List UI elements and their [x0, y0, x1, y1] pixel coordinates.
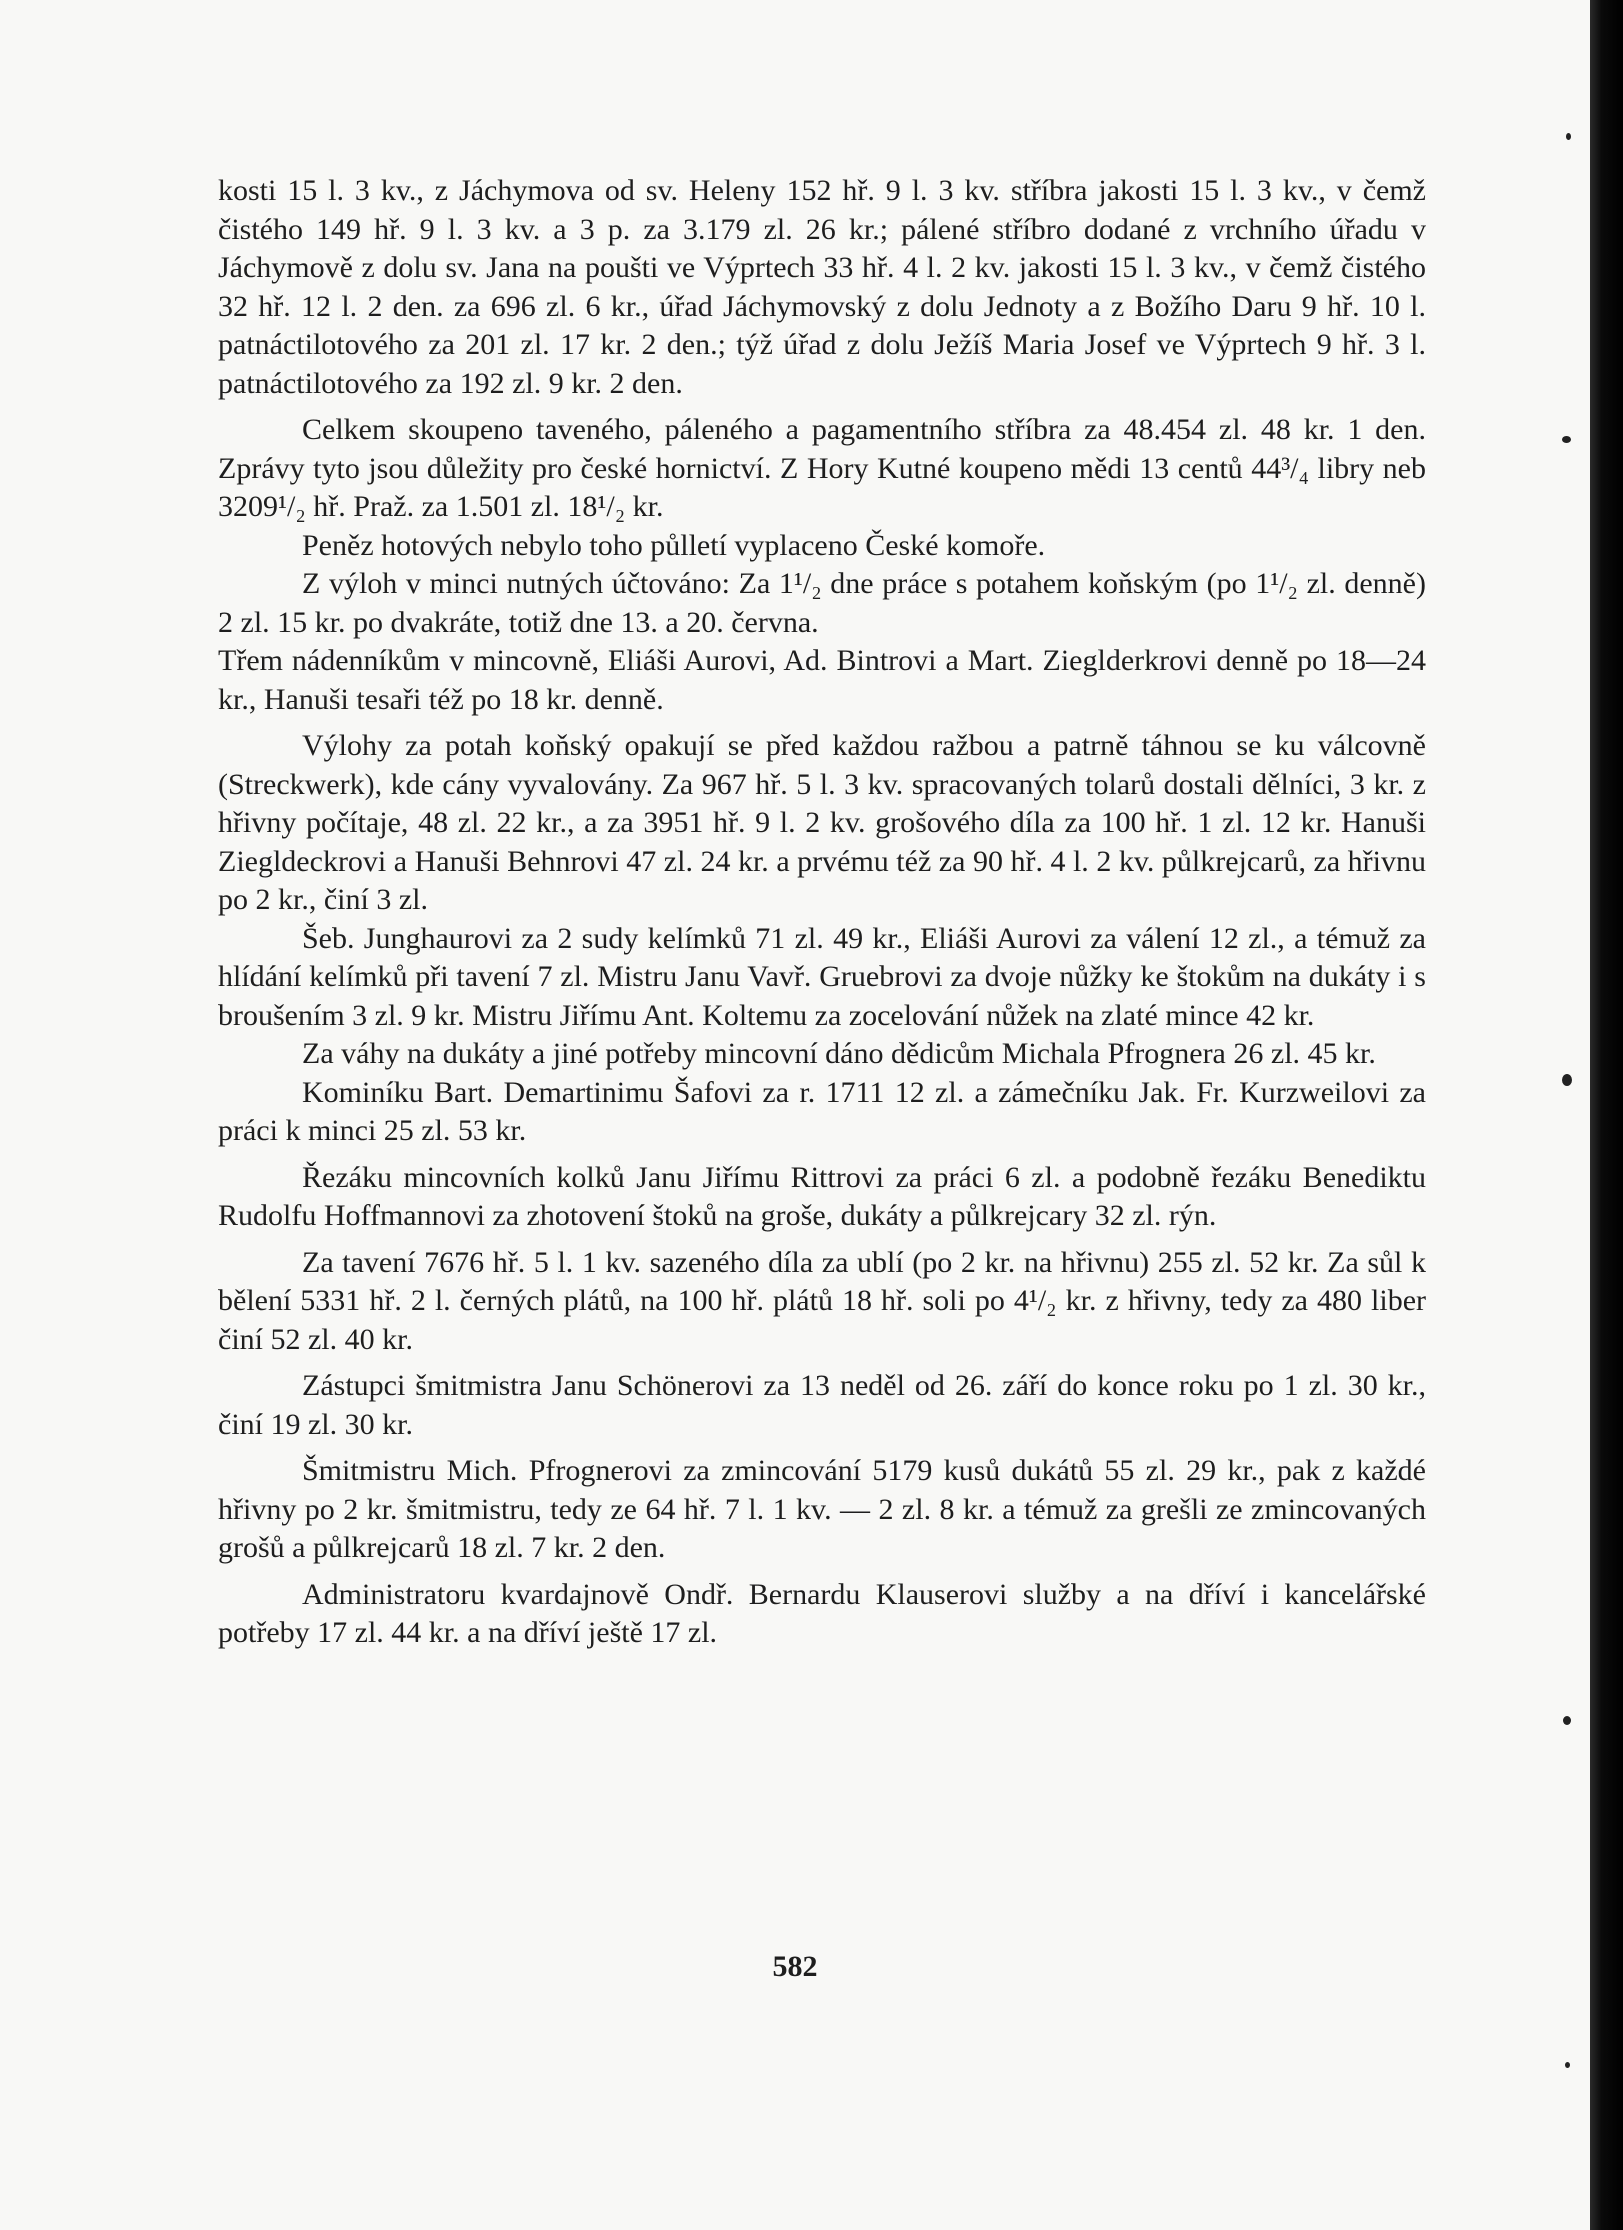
scan-border — [1590, 0, 1623, 2230]
scan-speck — [1565, 2062, 1570, 2068]
scan-speck — [1562, 436, 1571, 443]
scan-speck — [1566, 133, 1571, 140]
paragraph: Třem nádenníkům v mincovně, Eliáši Aurovi, Ad. Bintrovi a Mart. Zieglderkrovi denně po 18—24 kr., Hanuši tesaři též po 18 kr. denně. — [218, 644, 1426, 716]
paragraph: Řezáku mincovních kolků Janu Jiřímu Rittrovi za práci 6 zl. a podobně řezáku Benediktu Rudolfu Hoffmannovi za zhotovení štoků na groše, dukáty a půlkrejcary 32 zl. rýn. — [218, 1160, 1426, 1232]
paragraph: Celkem skoupeno taveného, páleného a pagamentního stříbra za 48.454 zl. 48 kr. 1 den. Zprávy tyto jsou důležity pro české hornictví. Z Hory Kutné koupeno mědi 13 centů 44³/₄ libry neb 3209¹/₂ hř. Praž. za 1.501 zl. 18¹/₂ kr. — [218, 413, 1426, 523]
paragraph: Šmitmistru Mich. Pfrognerovi za zmincování 5179 kusů dukátů 55 zl. 29 kr., pak z každé hřivny po 2 kr. šmitmistru, tedy ze 64 hř. 7 l. 1 kv. — 2 zl. 8 kr. a témuž za grešli ze zmincovaných grošů a půlkrejcarů 18 zl. 7 kr. 2 den. — [218, 1454, 1426, 1564]
paragraph: Za váhy na dukáty a jiné potřeby mincovní dáno dědicům Michala Pfrognera 26 zl. 45 kr. — [302, 1037, 1376, 1070]
paragraph: Z výloh v minci nutných účtováno: Za 1¹/₂ dne práce s potahem koňským (po 1¹/₂ zl. denně) 2 zl. 15 kr. po dvakráte, totiž dne 13. a 20. června. — [218, 567, 1426, 639]
scan-speck — [1563, 1716, 1571, 1725]
paragraph: Výlohy za potah koňský opakují se před každou ražbou a patrně táhnou se ku válcovně (Streckwerk), kde cány vyvalovány. Za 967 hř. 5 l. 3 kv. spracovaných tolarů dostali dělníci, 3 kr. z hřivny počítaje, 48 zl. 22 kr., a za 3951 hř. 9 l. 2 kv. grošového díla za 100 hř. 1 zl. 12 kr. Hanuši Ziegldeckrovi a Hanuši Behnrovi 47 zl. 24 kr. a prvému též za 90 hř. 4 l. 2 kv. půlkrejcarů, za hřivnu po 2 kr., činí 3 zl. — [218, 729, 1426, 916]
paragraph: Zástupci šmitmistra Janu Schönerovi za 13 neděl od 26. září do konce roku po 1 zl. 30 kr., činí 19 zl. 30 kr. — [218, 1369, 1426, 1441]
body-text — [218, 172, 1426, 1653]
paragraph: kosti 15 l. 3 kv., z Jáchymova od sv. Heleny 152 hř. 9 l. 3 kv. stříbra jakosti 15 l. 3 kv., v čemž čistého 149 hř. 9 l. 3 kv. a 3 p. za 3.179 zl. 26 kr.; pálené stříbro dodané z vrchního úřadu v Jáchymově z dolu sv. Jana na poušti ve Výprtech 33 hř. 4 l. 2 kv. jakosti 15 l. 3 kv., v čemž čistého 32 hř. 12 l. 2 den. za 696 zl. 6 kr., úřad Jáchymovský z dolu Jednoty a z Božího Daru 9 hř. 10 l. patnáctilotového za 201 zl. 17 kr. 2 den.; týž úřad z dolu Ježíš Maria Josef ve Výprtech 9 hř. 3 l. patnáctilotového za 192 zl. 9 kr. 2 den. — [218, 174, 1426, 400]
paragraph: Kominíku Bart. Demartinimu Šafovi za r. 1711 12 zl. a zámečníku Jak. Fr. Kurzweilovi za práci k minci 25 zl. 53 kr. — [218, 1075, 1426, 1147]
page-number: 582 — [772, 1950, 818, 1983]
paragraph: Šeb. Junghaurovi za 2 sudy kelímků 71 zl. 49 kr., Eliáši Aurovi za válení 12 zl., a témuž za hlídání kelímků při tavení 7 zl. Mistru Janu Vavř. Gruebrovi za dvoje nůžky ke štokům na dukáty i s broušením 3 zl. 9 kr. Mistru Jiřímu Ant. Koltemu za zocelování nůžek na zlaté mince 42 kr. — [218, 921, 1426, 1032]
paragraph: Administratoru kvardajnově Ondř. Bernardu Klauserovi služby a na dříví i kancelářské potřeby 17 zl. 44 kr. a na dříví ještě 17 zl. — [218, 1577, 1426, 1649]
paragraph: Za tavení 7676 hř. 5 l. 1 kv. sazeného díla za ublí (po 2 kr. na hřivnu) 255 zl. 52 kr. Za sůl k bělení 5331 hř. 2 l. černých plátů, na 100 hř. plátů 18 hř. soli po 4¹/₂ kr. z hřivny, tedy za 480 liber činí 52 zl. 40 kr. — [218, 1245, 1426, 1356]
paragraph: Peněz hotových nebylo toho půlletí vyplaceno České komoře. — [302, 528, 1046, 562]
scan-speck — [1562, 1074, 1572, 1086]
